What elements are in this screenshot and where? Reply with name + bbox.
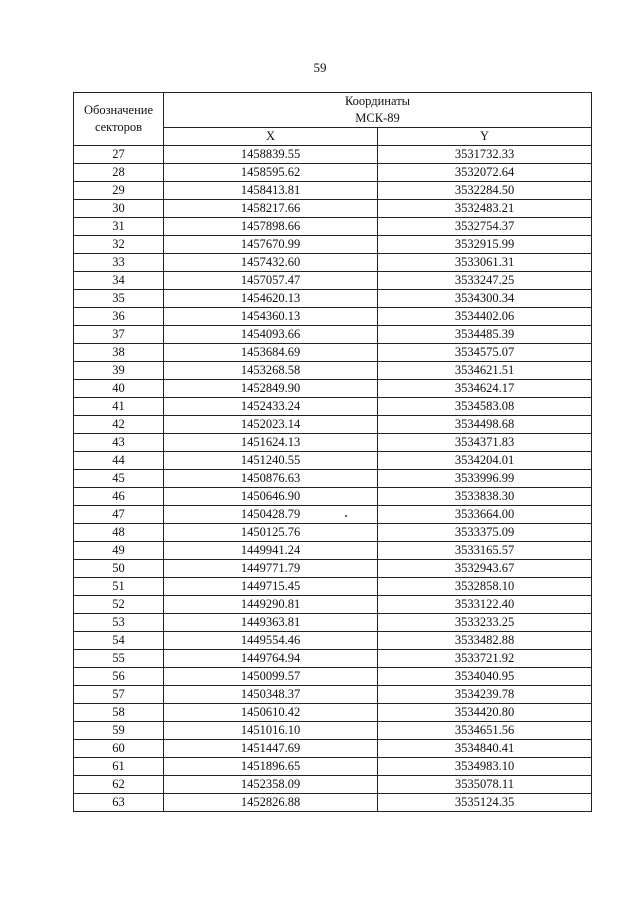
x-coordinate-cell: 1449941.24 [164,542,378,560]
y-coordinate-cell: 3534371.83 [378,434,592,452]
y-coordinate-cell: 3531732.33 [378,146,592,164]
x-coordinate-cell: 1451624.13 [164,434,378,452]
sector-cell: 33 [74,254,164,272]
table-row [74,524,592,542]
x-coordinate-cell: 1449715.45 [164,578,378,596]
x-coordinate-cell: 1449771.79 [164,560,378,578]
y-coordinate-cell: 3532915.99 [378,236,592,254]
table-row [74,668,592,686]
x-coordinate-cell: 1457670.99 [164,236,378,254]
x-coordinate-cell: 1450876.63 [164,470,378,488]
y-coordinate-cell: 3533061.31 [378,254,592,272]
coordinates-group-header [164,93,592,128]
x-column-header: X [164,128,378,146]
scan-speck [345,515,347,517]
x-coordinate-cell: 1451016.10 [164,722,378,740]
y-coordinate-cell: 3534239.78 [378,686,592,704]
sector-cell: 61 [74,758,164,776]
y-coordinate-cell: 3534624.17 [378,380,592,398]
x-coordinate-cell: 1453684.69 [164,344,378,362]
sector-cell: 59 [74,722,164,740]
y-coordinate-cell: 3533247.25 [378,272,592,290]
sector-cell: 29 [74,182,164,200]
x-coordinate-cell: 1451447.69 [164,740,378,758]
table-row [74,434,592,452]
x-coordinate-cell: 1450646.90 [164,488,378,506]
table-row [74,218,592,236]
x-coordinate-cell: 1458217.66 [164,200,378,218]
table-row [74,488,592,506]
y-coordinate-cell: 3532943.67 [378,560,592,578]
sector-cell: 51 [74,578,164,596]
sector-cell: 35 [74,290,164,308]
x-coordinate-cell: 1458413.81 [164,182,378,200]
y-column-header: Y [378,128,592,146]
x-coordinate-cell: 1449363.81 [164,614,378,632]
table-row [74,596,592,614]
x-coordinate-cell: 1458595.62 [164,164,378,182]
table-row [74,614,592,632]
table-row [74,776,592,794]
sector-cell: 31 [74,218,164,236]
table-row [74,146,592,164]
y-coordinate-cell: 3533165.57 [378,542,592,560]
table-row [74,164,592,182]
y-coordinate-cell: 3534983.10 [378,758,592,776]
x-coordinate-cell: 1452826.88 [164,794,378,812]
table-row [74,794,592,812]
sector-cell: 37 [74,326,164,344]
coords-header-line2: МСК-89 [355,111,400,125]
x-coordinate-cell: 1452023.14 [164,416,378,434]
x-coordinate-cell: 1452849.90 [164,380,378,398]
table-body [74,146,592,812]
sector-cell: 45 [74,470,164,488]
x-coordinate-cell: 1454620.13 [164,290,378,308]
sector-cell: 58 [74,704,164,722]
table-row [74,722,592,740]
x-coordinate-cell: 1454093.66 [164,326,378,344]
x-coordinate-cell: 1450099.57 [164,668,378,686]
y-coordinate-cell: 3535078.11 [378,776,592,794]
sector-cell: 38 [74,344,164,362]
y-coordinate-cell: 3534583.08 [378,398,592,416]
y-coordinate-cell: 3533838.30 [378,488,592,506]
y-coordinate-cell: 3533721.92 [378,650,592,668]
y-coordinate-cell: 3534840.41 [378,740,592,758]
sector-cell: 41 [74,398,164,416]
table-row [74,344,592,362]
y-coordinate-cell: 3533233.25 [378,614,592,632]
x-coordinate-cell: 1457057.47 [164,272,378,290]
sector-cell: 52 [74,596,164,614]
sector-cell: 32 [74,236,164,254]
table-row [74,470,592,488]
sector-cell: 49 [74,542,164,560]
sector-cell: 47 [74,506,164,524]
x-coordinate-cell: 1457432.60 [164,254,378,272]
x-coordinate-cell: 1457898.66 [164,218,378,236]
table-row [74,326,592,344]
table-row [74,272,592,290]
sector-cell: 54 [74,632,164,650]
table-row [74,686,592,704]
table-row [74,740,592,758]
sector-cell: 44 [74,452,164,470]
y-coordinate-cell: 3534651.56 [378,722,592,740]
table-row [74,506,592,524]
x-coordinate-cell: 1452358.09 [164,776,378,794]
x-coordinate-cell: 1449554.46 [164,632,378,650]
sector-cell: 39 [74,362,164,380]
y-coordinate-cell: 3534420.80 [378,704,592,722]
sector-cell: 62 [74,776,164,794]
table-row [74,290,592,308]
sector-cell: 27 [74,146,164,164]
sector-cell: 60 [74,740,164,758]
y-coordinate-cell: 3534621.51 [378,362,592,380]
sector-cell: 46 [74,488,164,506]
y-coordinate-cell: 3534402.06 [378,308,592,326]
table-row [74,632,592,650]
sector-cell: 56 [74,668,164,686]
y-coordinate-cell: 3533996.99 [378,470,592,488]
sector-header-line2: секторов [94,120,143,134]
x-coordinate-cell: 1452433.24 [164,398,378,416]
y-coordinate-cell: 3534204.01 [378,452,592,470]
sector-cell: 48 [74,524,164,542]
y-coordinate-cell: 3532072.64 [378,164,592,182]
y-coordinate-cell: 3532858.10 [378,578,592,596]
table-row [74,362,592,380]
table-row [74,758,592,776]
y-coordinate-cell: 3532284.50 [378,182,592,200]
x-coordinate-cell: 1454360.13 [164,308,378,326]
table-row [74,452,592,470]
sector-cell: 42 [74,416,164,434]
sector-cell: 34 [74,272,164,290]
sector-cell: 43 [74,434,164,452]
table-row [74,236,592,254]
y-coordinate-cell: 3534040.95 [378,668,592,686]
y-coordinate-cell: 3532754.37 [378,218,592,236]
table-header [74,93,592,146]
table-row [74,578,592,596]
table-row [74,182,592,200]
coordinates-table [73,92,592,812]
y-coordinate-cell: 3533375.09 [378,524,592,542]
y-coordinate-cell: 3533482.88 [378,632,592,650]
table-row [74,542,592,560]
table-row [74,200,592,218]
table-row [74,704,592,722]
sector-cell: 30 [74,200,164,218]
x-coordinate-cell: 1449290.81 [164,596,378,614]
page-number: 59 [313,60,327,75]
y-coordinate-cell: 3534575.07 [378,344,592,362]
table-row [74,398,592,416]
y-coordinate-cell: 3535124.35 [378,794,592,812]
y-coordinate-cell: 3533664.00 [378,506,592,524]
table-row [74,416,592,434]
x-coordinate-cell: 1458839.55 [164,146,378,164]
sector-cell: 28 [74,164,164,182]
sector-cell: 50 [74,560,164,578]
table-row [74,650,592,668]
x-coordinate-cell: 1450348.37 [164,686,378,704]
y-coordinate-cell: 3533122.40 [378,596,592,614]
sector-header-line1: Обозначение [83,103,154,117]
coords-header-line1: Координаты [344,94,411,108]
sector-cell: 57 [74,686,164,704]
x-coordinate-cell: 1450610.42 [164,704,378,722]
x-coordinate-cell: 1449764.94 [164,650,378,668]
table-row [74,380,592,398]
sector-cell: 40 [74,380,164,398]
sector-cell: 53 [74,614,164,632]
sector-cell: 63 [74,794,164,812]
sector-cell: 36 [74,308,164,326]
x-coordinate-cell: 1451240.55 [164,452,378,470]
table-row [74,254,592,272]
table-row [74,308,592,326]
y-coordinate-cell: 3534300.34 [378,290,592,308]
x-coordinate-cell: 1451896.65 [164,758,378,776]
sector-cell: 55 [74,650,164,668]
x-coordinate-cell: 1450125.76 [164,524,378,542]
y-coordinate-cell: 3532483.21 [378,200,592,218]
x-coordinate-cell: 1453268.58 [164,362,378,380]
x-coordinate-cell: 1450428.79 [164,506,378,524]
y-coordinate-cell: 3534498.68 [378,416,592,434]
y-coordinate-cell: 3534485.39 [378,326,592,344]
table-row [74,560,592,578]
sector-column-header [74,93,164,146]
